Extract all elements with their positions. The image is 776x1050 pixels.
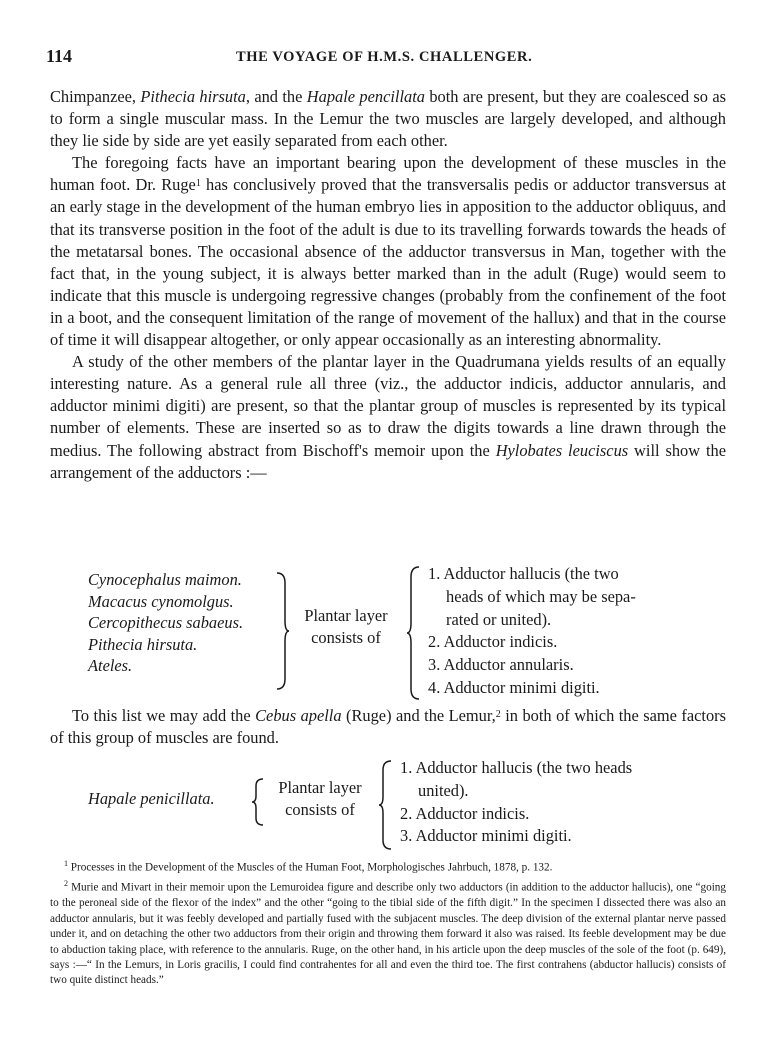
adductor-item-1-cont: rated or united). [446, 609, 552, 629]
footnote-ref-1: 1 [195, 178, 201, 190]
left-brace-icon [378, 759, 394, 851]
species-item: Cercopithecus sabaeus. [88, 613, 244, 632]
p3-species-hylobates: Hylobates leuciscus [495, 440, 629, 460]
footnote-1 [50, 856, 726, 876]
adductor-item-4: 4. Adductor minimi digiti. [428, 677, 600, 697]
adductor-table-1 [88, 563, 728, 703]
p2-text-b: has conclusively proved that the transversalis pedis or adductor transversus at an early stage in the development of the human embryo lies in apposition to the adductor obliquus, and that its transverse position in the foot of the adult is due to its travelling forwards towards the heads of the metatarsal bones. The occasional absence of the adductor transversus in Man, together with the fact that, in the young subject, it is always better marked than in the adult (Ruge) would seem to indicate that this muscle is undergoing regressive changes (probably from the confinement of the foot in a boot, and the consequent limitation of the range of movement of the hallux) and that in the course of time it will disappear altogether, or only appear occasionally as an interesting abnormality. [50, 175, 726, 350]
species-hapale-penicillata: Hapale penicillata. [88, 789, 215, 808]
footnote-mark: 1 [64, 859, 68, 868]
consists-of-text: consists of [285, 800, 355, 819]
left-brace-icon [406, 565, 422, 701]
footnote-mark: 2 [64, 879, 68, 889]
paragraph-2 [50, 152, 726, 351]
p3-text-c: will show the arrangement of the adductors :— [50, 440, 727, 482]
footnote-2 [50, 876, 726, 989]
consists-of-text: consists of [311, 628, 381, 647]
page-header [46, 46, 736, 72]
paragraph-3 [50, 351, 726, 484]
plantar-layer-label [292, 605, 400, 649]
p4-species-cebus: Cebus apella [255, 706, 342, 725]
plantar-layer-label [270, 777, 370, 821]
adductor-list [400, 757, 730, 848]
adductor-item-2: 2. Adductor indicis. [400, 803, 530, 823]
adductor-table-2 [88, 757, 728, 853]
p4-text-a: To this list we may add the [72, 706, 256, 725]
p4-text-d: in both of which the same factors of this group of muscles are found. [50, 706, 726, 748]
plantar-layer-text: Plantar layer [278, 778, 362, 797]
adductor-list [428, 563, 728, 700]
species-item: Ateles. [88, 656, 133, 675]
species-item: Pithecia hirsuta. [88, 634, 198, 654]
species-list [88, 569, 288, 677]
adductor-item-1-cont: heads of which may be sepa- [446, 586, 636, 606]
adductor-item-1-cont: united). [418, 780, 469, 800]
body-text [50, 86, 726, 484]
species-item: Cynocephalus maimon. [88, 570, 242, 589]
p1-text-e: both are present, but they are coalesced so as to form a single muscular mass. In the Lemur the two muscles are largely developed, and although they lie side by side are yet easily separated from each other. [50, 87, 726, 151]
p4-text-c: (Ruge) and the Lemur, [341, 706, 496, 725]
species-item: Macacus cynomolgus. [88, 591, 234, 611]
adductor-item-2: 2. Adductor indicis. [428, 632, 558, 652]
paragraph-4 [50, 705, 726, 749]
adductor-item-3: 3. Adductor annularis. [428, 655, 574, 675]
adductor-item-1: 1. Adductor hallucis (the two [428, 564, 619, 583]
adductor-item-1: 1. Adductor hallucis (the two heads [400, 758, 633, 777]
footnote-2-text: Murie and Mivart in their memoir upon the Lemuroidea figure and describe only two adductors (in addition to the adductor hallucis), one “going to the peroneal side of the flexor of the index” and the other “going to the tibial side of the fifth digit.” In the specimen I dissected there was also an adductor annularis, but it was feebly developed and partially fused with the subjacent muscles. The deep division of the external plantar nerve passed under it, and on detaching the other two adductors from their origin and throwing them forward it also was raised. Its feeble development may be due to abduction taking place, with reference to the annularis. Ruge, on the other hand, in his article upon the deep muscles of the sole of the foot (p. 649), says :—“ In the Lemurs, in Loris gracilis, I could find contrahentes for all and even the third toe. The first contrahens (abductor hallucis) consists of two quite distinct heads.” [50, 881, 726, 987]
footnote-1-text: Processes in the Development of the Muscles of the Human Foot, Morphologisches Jahrbuch, 1878, p. 132. [68, 861, 553, 874]
paragraph-1 [50, 86, 726, 152]
p1-species-pithecia: Pithecia hirsuta [140, 87, 246, 106]
adductor-item-3: 3. Adductor minimi digiti. [400, 826, 572, 846]
footnotes [50, 856, 726, 989]
footnote-ref-2: 2 [495, 709, 501, 720]
p1-text-c: , and the [245, 87, 307, 106]
left-brace-icon [250, 777, 266, 827]
p1-species-hapale: Hapale pencillata [306, 87, 425, 106]
p2-text-a: The foregoing facts have an important bearing upon the development of these muscles in the human foot. Dr. Ruge [50, 153, 726, 195]
p3-text-a: A study of the other members of the plantar layer in the Quadrumana yields results of an equally interesting nature. As a general rule all three (viz., the adductor indicis, adductor annularis, and adductor minimi digiti) are present, so that the plantar group of muscles is represented by its typical number of elements. These are inserted so as to draw the digits towards a line drawn through the medius. The following abstract from Bischoff's memoir upon the [50, 352, 726, 460]
p1-text-a: Chimpanzee, [50, 87, 141, 106]
page-number: 114 [46, 46, 73, 66]
right-brace-icon [274, 571, 290, 691]
plantar-layer-text: Plantar layer [304, 606, 388, 625]
running-title: THE VOYAGE OF H.M.S. CHALLENGER. [236, 49, 533, 65]
